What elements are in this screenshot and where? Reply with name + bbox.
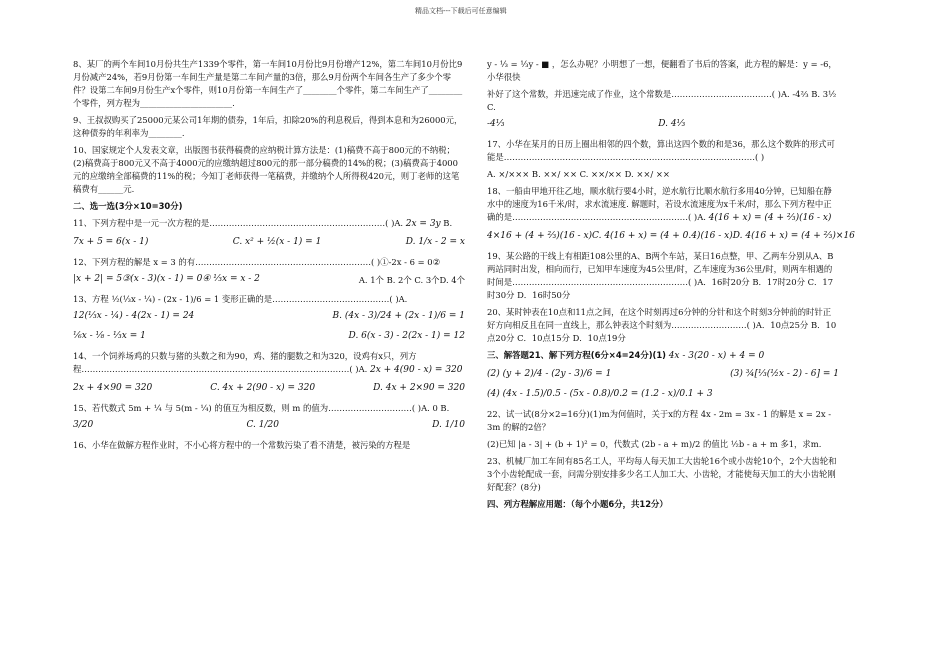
question-13-option-c: ⅙x - ⅛ - ⅓x = 1 xyxy=(73,330,146,341)
question-12-equations: |x + 2| = 5③(x - 3)(x - 1) = 0④ ⅓x = x - 2 xyxy=(73,274,260,285)
question-13-options-row2 xyxy=(73,330,465,344)
question-12: 12、下列方程的解是 x = 3 的有………………………………………………………( )①-2x - 6 = 0② xyxy=(73,257,441,268)
question-16: 16、小华在做解方程作业时，不小心将方程中的一个常数污染了看不清楚，被污染的方程是 xyxy=(73,439,411,450)
question-13: 13、方程 ½(⅓x - ¼) - (2x - 1)/6 = 1 变形正确的是……………………………………( )A. xyxy=(73,294,408,304)
question-12-choices: A. 1个 B. 2个 C. 3个D. 4个 xyxy=(358,274,465,285)
question-21 xyxy=(487,349,839,364)
question-18 xyxy=(487,185,839,226)
question-9: 9、王叔叔购买了25000元某公司1年期的债券，1年后，扣除20%的利息税后，得到本息和为26000元，这种债券的年利率为________. xyxy=(73,115,463,139)
page-header: 精品文档---下载后可任意编辑 xyxy=(415,7,507,15)
question-21-part-2: (2) (y + 2)/4 - (2y - 3)/6 = 1 xyxy=(487,369,612,379)
question-15-option-d: D. 1/10 xyxy=(432,419,465,430)
question-11-option-d: D. 1/x - 2 = x xyxy=(405,237,465,248)
question-21-part-3: (3) ¾[⅓(½x - 2) - 6] = 1 xyxy=(730,369,839,379)
question-22: 22、试一试(8分×2=16分)(1)m为何值时，关于x的方程 4x - 2m = 3x - 1 的解是 x = 2x - 3m 的解的2倍？ xyxy=(487,408,832,432)
question-12-options xyxy=(73,273,465,287)
question-11-option-c: C. x² + ½(x - 1) = 1 xyxy=(232,237,322,248)
question-18-options xyxy=(487,230,855,244)
question-16-continued-2: 补好了这个常数，并迅速完成了作业，这个常数是………………………………( )A. -4⅔ B. 3½ C. xyxy=(487,89,837,113)
question-19: 19、某公路的干线上有相距108公里的A、B两个车站，某日16点整，甲、乙两车分别从A、B两站同时出发，相向而行，已知甲车速度为45公里/时，乙车速度为36公里/时，则两车相遇的时间是………………………………………………………( )A．16时20分 B．17时20分 C．17时30分 D．16时50分 xyxy=(487,250,834,300)
question-16-option-d: D. 4⅓ xyxy=(658,119,686,130)
question-14-option-b: 2x + 4×90 = 320 xyxy=(73,382,153,393)
question-11-option-b: 7x + 5 = 6(x - 1) xyxy=(73,237,149,248)
question-11 xyxy=(73,217,465,232)
question-21-parts-2 xyxy=(487,388,839,402)
question-15-option-c: C. 1/20 xyxy=(246,419,279,430)
question-16-options xyxy=(487,118,839,132)
question-14-options xyxy=(73,382,465,396)
question-11-option-a: 2x = 3y xyxy=(405,219,441,230)
right-column xyxy=(487,58,855,515)
question-22-part-2: (2)已知 |a - 3| + (b + 1)² = 0，代数式 (2b - a + m)/2 的值比 ½b - a + m 多1，求m. xyxy=(487,438,822,449)
question-13-option-d: D. 6(x - 3) - 2(2x - 1) = 12 xyxy=(348,330,465,341)
question-17: 17、小华在某月的日历上圈出相邻的四个数，算出这四个数的和是36，那么这个数阵的形式可能是………………………………………………………………………………( ) xyxy=(487,139,835,163)
question-13-option-a: 12(⅓x - ¼) - 4(2x - 1) = 24 xyxy=(73,311,195,322)
question-18-option-c: C. 4(16 + x) = (4 + 0.4)(16 - x) xyxy=(592,231,733,242)
question-21-part-1: 4x - 3(20 - x) + 4 = 0 xyxy=(668,351,765,362)
section-4-heading: 四、列方程解应用题：（每个小题6分，共12分） xyxy=(487,498,668,509)
question-21-parts xyxy=(487,368,839,382)
question-18-stem: 18、一船由甲地开往乙地，顺水航行要4小时，逆水航行比顺水航行多用40分钟，已知船在静水中的速度为16千米/时，求水流速度. 解题时，若设水流速度为x千米/时，那么下列方程中正确的是………………………………………………………( )A. xyxy=(487,186,832,223)
question-14-option-d: D. 4x + 2×90 = 320 xyxy=(373,382,465,393)
question-18-option-b: 4×16 + (4 + ⅔)(16 - x) xyxy=(487,231,593,242)
question-14 xyxy=(73,350,465,378)
question-21-part-4: (4) (4x - 1.5)/0.5 - (5x - 0.8)/0.2 = (1.2 - x)/0.1 + 3 xyxy=(487,388,713,399)
question-14-option-a: 2x + 4(90 - x) = 320 xyxy=(369,364,463,375)
question-14-stem: 14、一个饲养场鸡的只数与猪的头数之和为90，鸡、猪的腿数之和为320，设鸡有x只，列方程……………………………………………………………………………………( )A. xyxy=(73,350,417,374)
question-8: 8、某厂的两个车间10月份共生产1339个零件，第一车间10月份比9月份增产12%，第二车间10月份比9月份减产24%，若9月份第一车间生产量是第二车间产量的3倍，那么9月份两个车间各生产了多少个零件？设第二车间9月份生产x个零件，则10月份第一车间生产了________个零件，第二车间生产了________个零件，列方程为______________________. xyxy=(73,59,463,109)
question-23: 23、机械厂加工车间有85名工人，平均每人每天加工大齿轮16个或小齿轮10个，2个大齿轮和3个小齿轮配成一套，问需分别安排多少名工人加工大、小齿轮，才能使每天加工的大小齿轮刚好配套？(8分) xyxy=(487,455,837,492)
question-13-options-row1 xyxy=(73,310,465,324)
question-16-option-c: -4⅓ xyxy=(487,119,505,130)
question-11-stem: 11、下列方程中是一元一次方程的是………………………………………………………( )A. xyxy=(73,218,404,229)
question-18-option-a: 4(16 + x) = (4 + ⅔)(16 - x) xyxy=(708,213,832,224)
question-10: 10、国家规定个人发表文章，出版图书获得稿费的应纳税计算方法是：(1)稿费不高于800元的不纳税；(2)稿费高于800元又不高于4000元的应缴纳超过800元的那一部分稿费的14%的税；(3)稿费高于4000元的应缴纳全部稿费的11%的税；今知丁老师获得一笔稿费，并缴纳个人所得税420元，则丁老师的这笔稿费有______元. xyxy=(73,145,460,195)
left-column xyxy=(73,58,465,456)
question-18-option-d: D. 4(16 + x) = (4 + ⅔)×16 xyxy=(732,231,855,242)
question-11-option-b-label: B. xyxy=(443,218,453,229)
question-15-option-b: 3/20 xyxy=(73,419,94,430)
question-17-options: A. ×/××× B. ××/ ×× C. ××/×× D. ××/ ×× xyxy=(487,169,670,180)
question-11-options xyxy=(73,236,465,250)
question-14-option-c: C. 4x + 2(90 - x) = 320 xyxy=(210,382,316,393)
question-15: 15、若代数式 5m + ¼ 与 5(m - ¼) 的值互为相反数，则 m 的值为…………………………( )A. 0 B. xyxy=(73,402,450,413)
question-15-options xyxy=(73,419,465,433)
question-20: 20、某时钟表在10点和11点之间，在这个时刻再过6分钟的分针和这个时刻3分钟前的时针正好方向相反且在同一直线上，那么钟表这个时刻为………………………( )A．10点25分 B．10点20分 C．10点15分 D．10点19分 xyxy=(487,307,837,344)
question-16-continued: y - ⅓ = ⅓y - ■ ，怎么办呢？小明想了一想，便翻看了书后的答案，此方程的解是：y = -6，小华很快 xyxy=(487,59,837,83)
section-2-heading: 二、选一选(3分×10=30分) xyxy=(73,201,183,212)
question-13-option-b: B. (4x - 3)/24 + (2x - 1)/6 = 1 xyxy=(332,311,465,322)
section-3-heading: 三、解答题21、解下列方程(6分×4=24分)(1) xyxy=(487,350,667,361)
